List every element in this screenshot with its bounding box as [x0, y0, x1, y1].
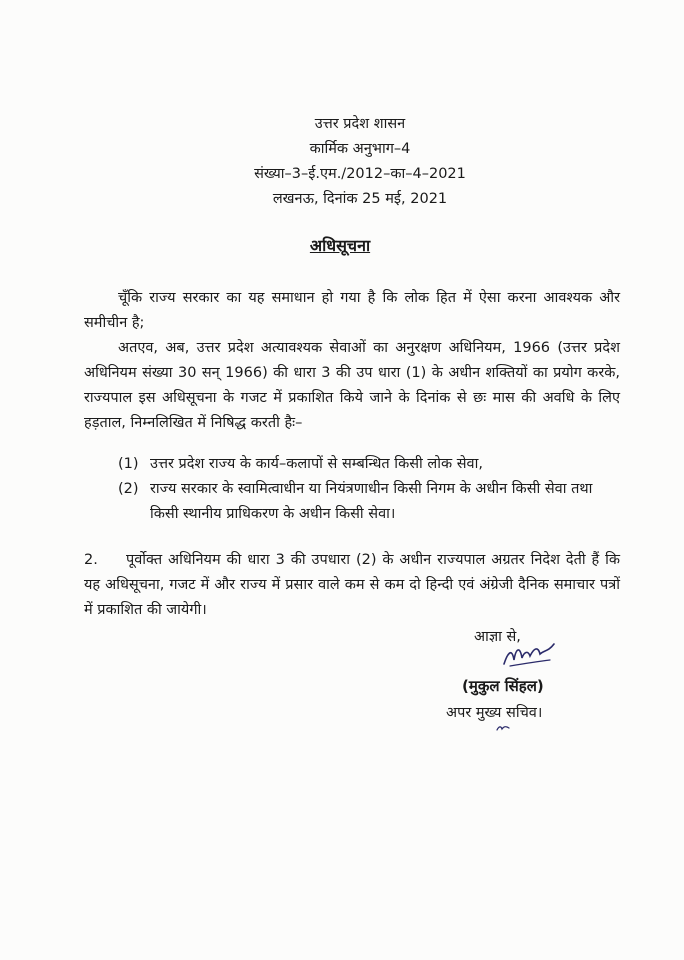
document-header	[200, 112, 520, 212]
paragraph-publication-text: पूर्वोक्त अधिनियम की धारा 3 की उपधारा (2) के अधीन राज्यपाल अग्रतर निदेश देती हैं कि यह अधिसूचना, गजट में और राज्य में प्रसार वाले कम से कम दो हिन्दी एवं अंग्रेजी दैनिक समाचार पत्रों में प्रकाशित की जायेगी।	[84, 552, 620, 618]
signatory-designation: अपर मुख्य सचिव।	[446, 705, 543, 721]
document-title	[250, 234, 430, 256]
reference-number: संख्या–3–ई.एम./2012–का–4–2021	[254, 166, 466, 182]
paragraph-preamble	[84, 286, 620, 336]
handwritten-signature-icon	[500, 634, 560, 674]
list-item-text: उत्तर प्रदेश राज्य के कार्य–कलापों से सम्बन्धित किसी लोक सेवा,	[150, 456, 483, 472]
signature-order: आज्ञा से,	[474, 629, 521, 645]
title-text: अधिसूचना	[309, 236, 371, 255]
prohibited-services-list	[118, 452, 598, 527]
department-name: कार्मिक अनुभाग–4	[309, 141, 411, 157]
paragraph-preamble-text: चूँकि राज्य सरकार का यह समाधान हो गया है कि लोक हित में ऐसा करना आवश्यक और समीचीन है;	[84, 290, 620, 331]
paragraph-order	[84, 336, 620, 436]
paragraph-order-text: अतएव, अब, उत्तर प्रदेश अत्यावश्यक सेवाओं का अनुरक्षण अधिनियम, 1966 (उत्तर प्रदेश अधिनियम संख्या 30 सन् 1966) की धारा 3 की उप धारा (1) के अधीन शक्तियों का प्रयोग करके, राज्यपाल इस अधिसूचना के गजट में प्रकाशित किये जाने के दिनांक से छः मास की अवधि के लिए हड़ताल, निम्नलिखित में निषिद्ध करती हैः–	[84, 340, 620, 431]
list-item-text: राज्य सरकार के स्वामित्वाधीन या नियंत्रणाधीन किसी निगम के अधीन किसी सेवा तथा किसी स्थानीय प्राधिकरण के अधीन किसी सेवा।	[150, 481, 593, 522]
place-date: लखनऊ, दिनांक 25 मई, 2021	[272, 191, 448, 207]
signatory-name: (मुकुल सिंहल)	[462, 677, 544, 695]
paragraph-publication	[84, 548, 620, 623]
list-item-number: (2)	[118, 481, 139, 497]
list-item	[118, 452, 598, 477]
government-name: उत्तर प्रदेश शासन	[314, 116, 406, 132]
paragraph-number: 2.	[84, 552, 98, 568]
list-item-number: (1)	[118, 456, 139, 472]
list-item	[118, 477, 598, 527]
initial-mark-icon	[496, 724, 510, 732]
